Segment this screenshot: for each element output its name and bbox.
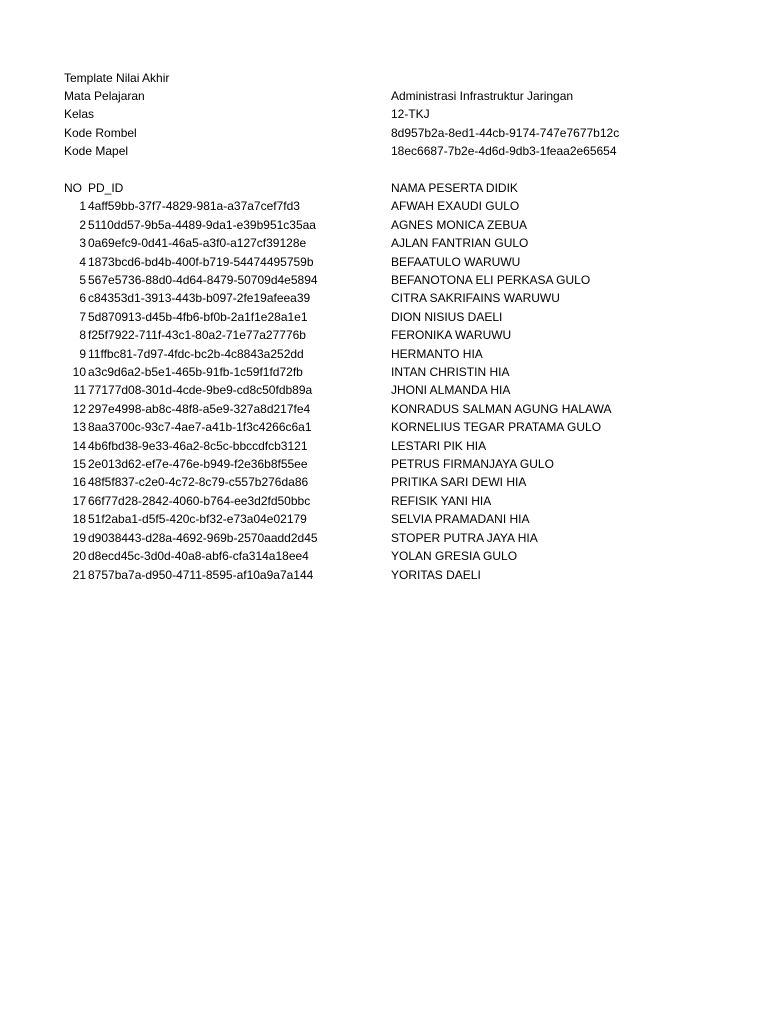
row-number: 15 [72,457,86,471]
rombel-row [0,124,768,142]
row-pd-id: 1873bcd6-bd4b-400f-b719-54474495759b [88,255,314,269]
row-pd-id: c84353d1-3913-443b-b097-2fe19afeea39 [88,291,311,305]
row-pd-id: 66f77d28-2842-4060-b764-ee3d2fd50bbc [88,494,311,508]
template-title: Template Nilai Akhir [64,71,170,85]
kelas-label: Kelas [64,107,95,121]
row-number: 4 [79,255,86,269]
row-pd-id: 567e5736-88d0-4d64-8479-50709d4e5894 [88,273,318,287]
row-student-name: REFISIK YANI HIA [391,494,492,508]
row-number: 11 [73,383,86,397]
row-student-name: LESTARI PIK HIA [391,439,487,453]
table-row [0,345,768,363]
table-row [0,381,768,399]
kode-mapel-row [0,142,768,160]
row-pd-id: 4b6fbd38-9e33-46a2-8c5c-bbccdfcb3121 [88,439,308,453]
row-number: 12 [72,402,86,416]
row-student-name: SELVIA PRAMADANI HIA [391,512,530,526]
table-row [0,529,768,547]
row-pd-id: 11ffbc81-7d97-4fdc-bc2b-4c8843a252dd [88,347,304,361]
row-pd-id: 8aa3700c-93c7-4ae7-a41b-1f3c4266c6a1 [88,420,312,434]
row-student-name: HERMANTO HIA [391,347,483,361]
row-pd-id: 51f2aba1-d5f5-420c-bf32-e73a04e02179 [88,512,307,526]
table-row [0,197,768,215]
table-row [0,492,768,510]
table-row [0,473,768,491]
table-row [0,308,768,326]
row-pd-id: 297e4998-ab8c-48f8-a5e9-327a8d217fe4 [88,402,311,416]
row-number: 10 [72,365,86,379]
kelas-value: 12-TKJ [391,107,430,121]
row-student-name: BEFAATULO WARUWU [391,255,521,269]
row-number: 7 [79,310,86,324]
header-pd-id: PD_ID [88,181,124,195]
row-student-name: FERONIKA WARUWU [391,328,512,342]
row-pd-id: a3c9d6a2-b5e1-465b-91fb-1c59f1fd72fb [88,365,303,379]
table-row [0,289,768,307]
row-number: 3 [79,236,86,250]
table-row [0,400,768,418]
row-number: 9 [79,347,86,361]
rombel-label: Kode Rombel [64,126,137,140]
row-number: 1 [79,199,86,213]
row-student-name: INTAN CHRISTIN HIA [391,365,510,379]
table-row [0,271,768,289]
row-number: 21 [72,568,86,582]
row-pd-id: d9038443-d28a-4692-969b-2570aadd2d45 [88,531,318,545]
row-pd-id: 48f5f837-c2e0-4c72-8c79-c557b276da86 [88,475,309,489]
table-row [0,437,768,455]
row-number: 8 [79,328,86,342]
kelas-row [0,105,768,123]
kode-mapel-value: 18ec6687-7b2e-4d6d-9db3-1feaa2e65654 [391,144,617,158]
row-student-name: STOPER PUTRA JAYA HIA [391,531,538,545]
header-nama: NAMA PESERTA DIDIK [391,181,518,195]
row-student-name: JHONI ALMANDA HIA [391,383,511,397]
kode-mapel-label: Kode Mapel [64,144,129,158]
table-row [0,326,768,344]
table-row [0,363,768,381]
row-number: 13 [72,420,86,434]
row-pd-id: f25f7922-711f-43c1-80a2-71e77a27776b [88,328,306,342]
row-student-name: PRITIKA SARI DEWI HIA [391,475,527,489]
row-pd-id: d8ecd45c-3d0d-40a8-abf6-cfa314a18ee4 [88,549,309,563]
row-number: 5 [79,273,86,287]
row-student-name: AFWAH EXAUDI GULO [391,199,520,213]
row-number: 17 [72,494,86,508]
table-row [0,253,768,271]
row-pd-id: 5d870913-d45b-4fb6-bf0b-2a1f1e28a1e1 [88,310,308,324]
table-row [0,455,768,473]
table-row [0,510,768,528]
row-student-name: BEFANOTONA ELI PERKASA GULO [391,273,591,287]
row-number: 18 [72,512,86,526]
header-no: NO [64,181,82,195]
row-student-name: DION NISIUS DAELI [391,310,503,324]
row-student-name: YORITAS DAELI [391,568,481,582]
row-number: 20 [72,549,86,563]
row-student-name: AJLAN FANTRIAN GULO [391,236,529,250]
row-number: 6 [79,291,86,305]
row-number: 16 [72,475,86,489]
row-student-name: KORNELIUS TEGAR PRATAMA GULO [391,420,602,434]
row-number: 2 [79,218,86,232]
row-student-name: KONRADUS SALMAN AGUNG HALAWA [391,402,612,416]
row-number: 14 [72,439,86,453]
row-student-name: CITRA SAKRIFAINS WARUWU [391,291,560,305]
row-pd-id: 77177d08-301d-4cde-9be9-cd8c50fdb89a [88,383,313,397]
table-row [0,216,768,234]
mapel-row [0,87,768,105]
mapel-value: Administrasi Infrastruktur Jaringan [391,89,574,103]
table-row [0,418,768,436]
mapel-label: Mata Pelajaran [64,89,145,103]
table-row [0,234,768,252]
rombel-value: 8d957b2a-8ed1-44cb-9174-747e7677b12c [391,126,620,140]
row-pd-id: 0a69efc9-0d41-46a5-a3f0-a127cf39128e [88,236,307,250]
template-title-row [0,69,768,87]
row-student-name: AGNES MONICA ZEBUA [391,218,528,232]
table-row [0,547,768,565]
row-student-name: YOLAN GRESIA GULO [391,549,518,563]
row-pd-id: 8757ba7a-d950-4711-8595-af10a9a7a144 [88,568,314,582]
row-student-name: PETRUS FIRMANJAYA GULO [391,457,554,471]
table-row [0,566,768,584]
row-number: 19 [72,531,86,545]
row-pd-id: 4aff59bb-37f7-4829-981a-a37a7cef7fd3 [88,199,300,213]
table-header [0,179,768,197]
row-pd-id: 2e013d62-ef7e-476e-b949-f2e36b8f55ee [88,457,308,471]
row-pd-id: 5110dd57-9b5a-4489-9da1-e39b951c35aa [88,218,316,232]
